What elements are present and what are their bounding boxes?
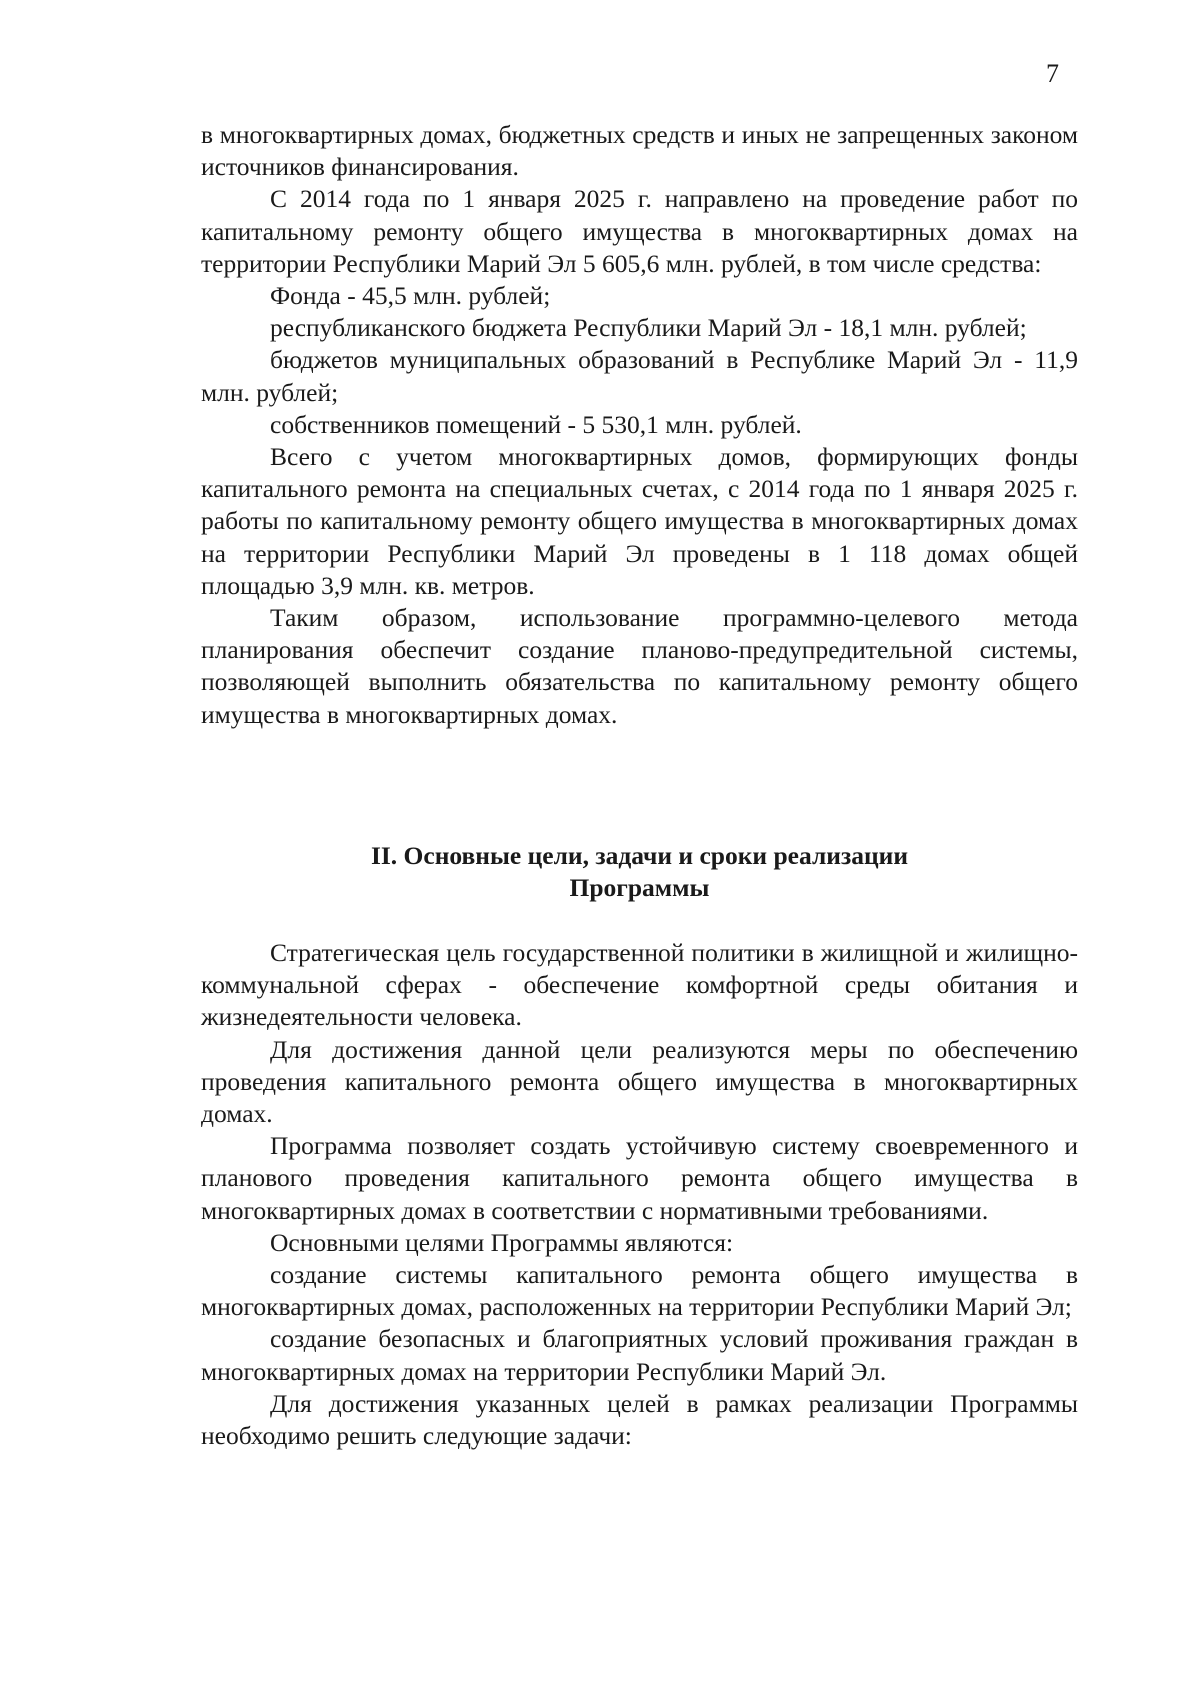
paragraph: Программа позволяет создать устойчивую систему своевременного и планового проведения капитального ремонта общего имущества в многоквартирных домах в соответствии с нормативными требованиями.	[201, 1131, 1078, 1225]
paragraph: Стратегическая цель государственной политики в жилищной и жилищно-коммунальной сферах - обеспечение комфортной среды обитания и жизнедеятельности человека.	[201, 938, 1078, 1032]
paragraph: С 2014 года по 1 января 2025 г. направлено на проведение работ по капитальному ремонту общего имущества в многоквартирных домах на территории Республики Марий Эл 5 605,6 млн. рублей, в том числе средства:	[201, 184, 1078, 278]
paragraph: Таким образом, использование программно-целевого метода планирования обеспечит создание планово-предупредительной системы, позволяющей выполнить обязательства по капитальному ремонту общего имущества в многоквартирных домах.	[201, 603, 1078, 729]
section-text	[201, 937, 1078, 1452]
list-item: собственников помещений - 5 530,1 млн. рублей.	[270, 409, 802, 439]
list-item: Фонда - 45,5 млн. рублей;	[270, 281, 551, 311]
section-heading-line: II. Основные цели, задачи и сроки реализации	[370, 841, 909, 870]
intro-text	[201, 119, 1078, 731]
list-item: создание безопасных и благоприятных условий проживания граждан в многоквартирных домах на территории Республики Марий Эл.	[201, 1324, 1078, 1386]
paragraph: Для достижения данной цели реализуются меры по обеспечению проведения капитального ремонта общего имущества в многоквартирных домах.	[201, 1034, 1078, 1129]
section-heading-line: Программы	[569, 873, 710, 903]
paragraph: Основными целями Программы являются:	[270, 1227, 734, 1257]
paragraph: Для достижения указанных целей в рамках реализации Программы необходимо решить следующие задачи:	[201, 1388, 1078, 1451]
list-item: создание системы капитального ремонта общего имущества в многоквартирных домах, расположенных на территории Республики Марий Эл;	[201, 1260, 1078, 1322]
paragraph: Всего с учетом многоквартирных домов, формирующих фонды капитального ремонта на специальных счетах, с 2014 года по 1 января 2025 г. работы по капитальному ремонту общего имущества в многоквартирных домах на территории Республики Марий Эл проведены в 1 118 домах общей площадью 3,9 млн. кв. метров.	[201, 442, 1078, 600]
page-number: 7	[1046, 59, 1059, 88]
list-item: бюджетов муниципальных образований в Республике Марий Эл - 11,9 млн. рублей;	[201, 345, 1078, 407]
list-item: республиканского бюджета Республики Марий Эл - 18,1 млн. рублей;	[270, 313, 1027, 343]
section-heading	[201, 840, 1078, 904]
paragraph: в многоквартирных домах, бюджетных средств и иных не запрещенных законом источников финансирования.	[201, 120, 1078, 182]
